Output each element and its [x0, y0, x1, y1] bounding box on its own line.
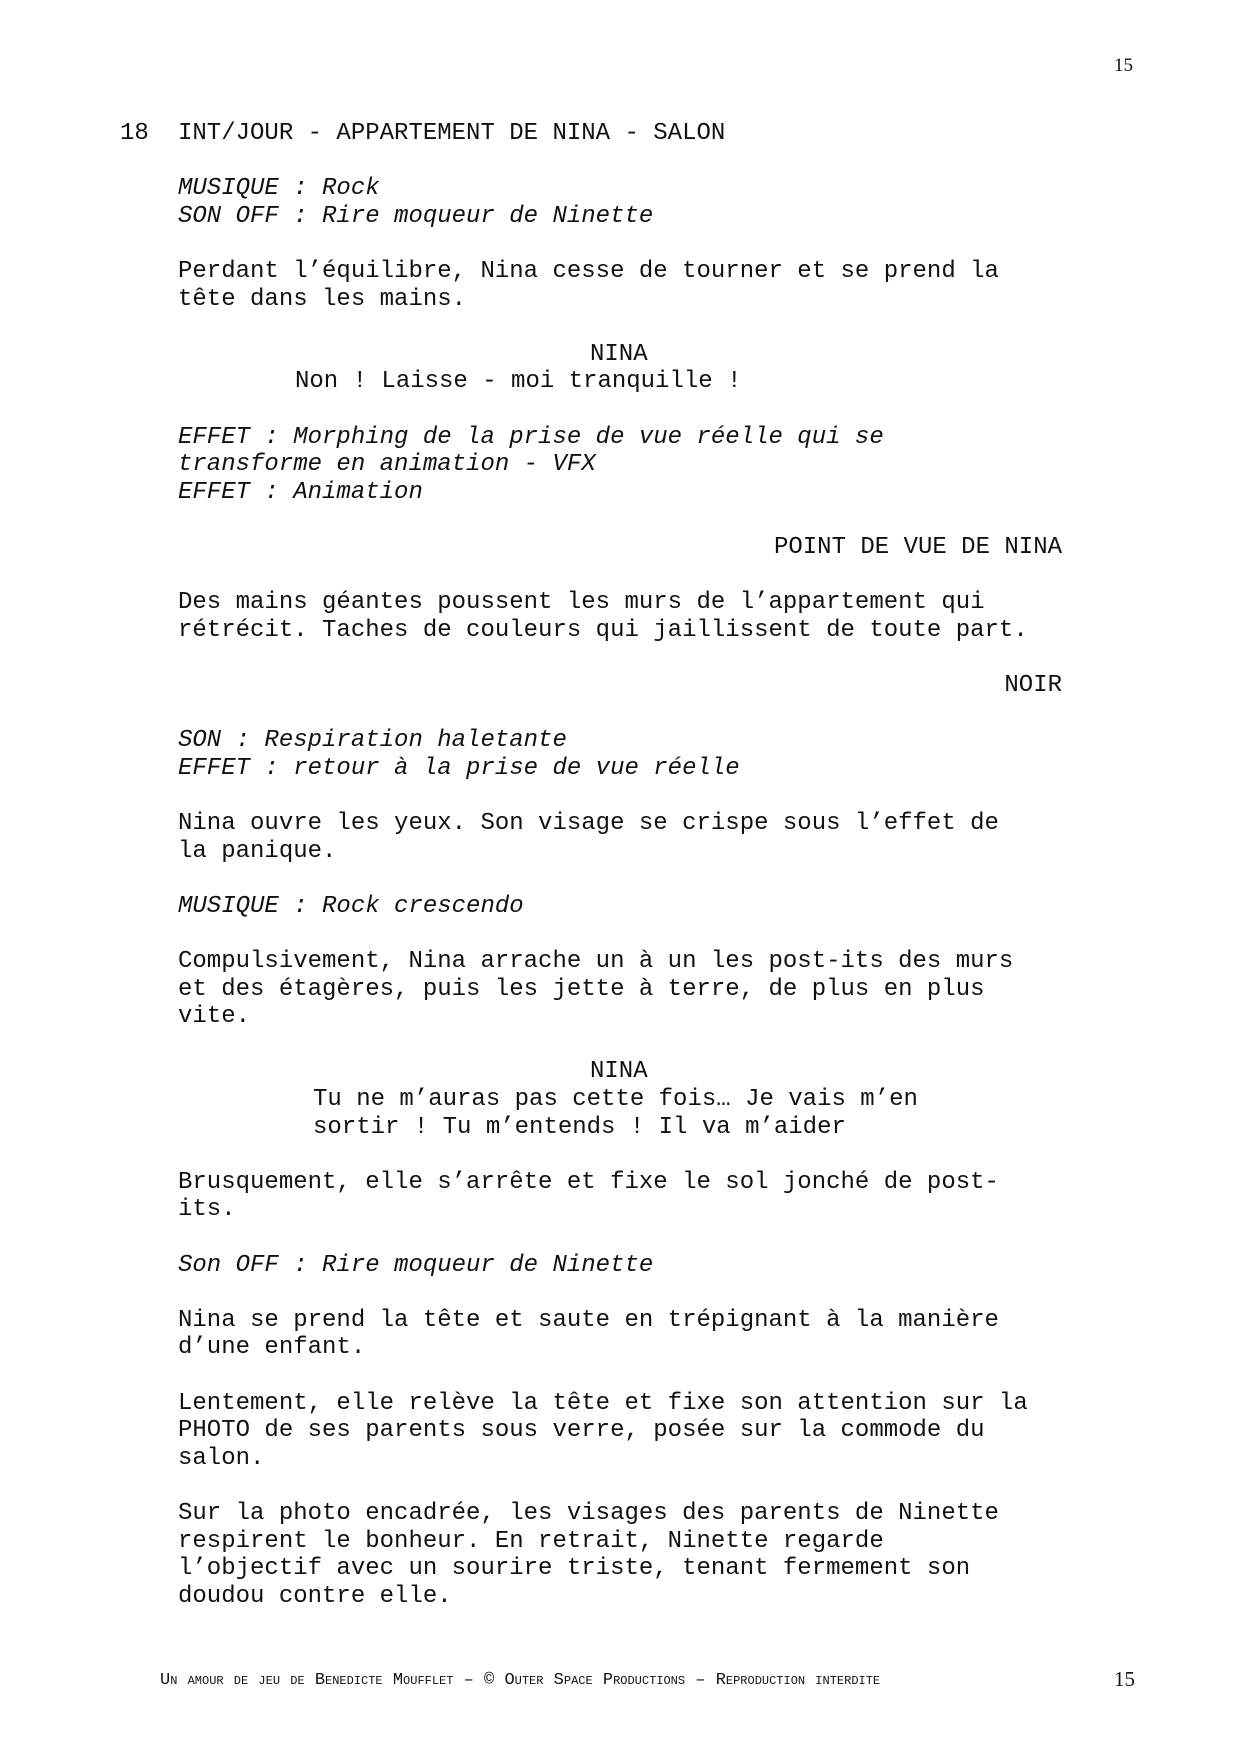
action-line: tête dans les mains. [178, 285, 467, 313]
sound-effect-note: Son OFF : Rire moqueur de Ninette [178, 1251, 654, 1279]
action-line: l’objectif avec un sourire triste, tenant fermement son [178, 1555, 971, 1583]
page-number-top: 15 [1114, 55, 1133, 76]
action-line: Brusquement, elle s’arrête et fixe le sol jonché de post- [178, 1168, 999, 1196]
action-line: PHOTO de ses parents sous verre, posée sur la commode du [178, 1417, 985, 1445]
action-line: d’une enfant. [178, 1334, 366, 1362]
sound-effect-note: SON : Respiration haletante [178, 727, 567, 755]
action-line: la panique. [178, 837, 337, 865]
action-line: respirent le bonheur. En retrait, Ninette regarde [178, 1527, 884, 1555]
action-line: salon. [178, 1444, 265, 1472]
sound-effect-note: EFFET : retour à la prise de vue réelle [178, 754, 740, 782]
character-name: NINA [590, 340, 648, 368]
action-line: Perdant l’équilibre, Nina cesse de tourner et se prend la [178, 258, 999, 285]
transition-line: NOIR [1004, 672, 1062, 699]
footer-copyright: Un amour de jeu de Benedicte Moufflet – © Outer Space Productions – Reproduction interdite [160, 1671, 881, 1690]
sound-effect-note: EFFET : Morphing de la prise de vue réelle qui se [178, 423, 884, 451]
sound-effect-note: EFFET : Animation [178, 478, 423, 506]
dialogue-line: Tu ne m’auras pas cette fois… Je vais m’en [313, 1086, 918, 1113]
action-line: Sur la photo encadrée, les visages des parents de Ninette [178, 1500, 999, 1527]
sound-effect-note: SON OFF : Rire moqueur de Ninette [178, 202, 654, 230]
sound-effect-note: MUSIQUE : Rock crescendo [178, 892, 524, 920]
scene-heading: INT/JOUR - APPARTEMENT DE NINA - SALON [178, 120, 726, 147]
action-line: its. [178, 1196, 236, 1224]
action-line: Lentement, elle relève la tête et fixe son attention sur la [178, 1389, 1028, 1417]
sound-effect-note: MUSIQUE : Rock [178, 175, 380, 203]
dialogue-line: Non ! Laisse - moi tranquille ! [295, 368, 742, 396]
transition-line: POINT DE VUE DE NINA [773, 534, 1062, 561]
sound-effect-note: transforme en animation - VFX [178, 451, 596, 479]
action-line: Nina se prend la tête et saute en trépignant à la manière [178, 1306, 999, 1334]
dialogue-line: sortir ! Tu m’entends ! Il va m’aider [313, 1113, 846, 1141]
page-number-bottom: 15 [1114, 1667, 1135, 1691]
action-line: Compulsivement, Nina arrache un à un les post-its des murs [178, 948, 1014, 975]
action-line: rétrécit. Taches de couleurs qui jaillissent de toute part. [178, 616, 1028, 644]
action-line: Des mains géantes poussent les murs de l’appartement qui [178, 589, 985, 617]
character-name: NINA [590, 1058, 648, 1086]
action-line: Nina ouvre les yeux. Son visage se crispe sous l’effet de [178, 810, 999, 837]
scene-number: 18 [120, 120, 149, 147]
action-line: vite. [178, 1003, 251, 1031]
action-line: doudou contre elle. [178, 1582, 452, 1610]
action-line: et des étagères, puis les jette à terre, de plus en plus [178, 975, 985, 1003]
